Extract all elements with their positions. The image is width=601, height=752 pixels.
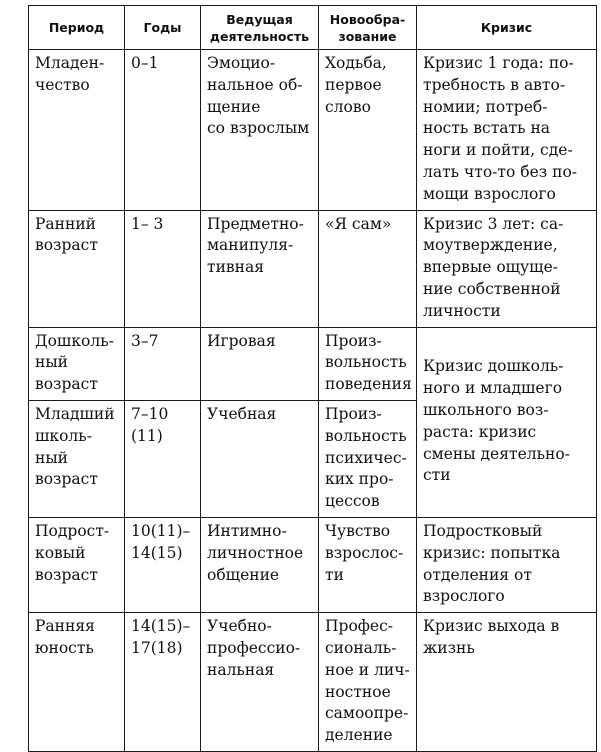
cell-period: Подрост- ковый возраст — [29, 517, 125, 612]
cell-formation: Чувство взрослос- ти — [319, 517, 417, 612]
cell-crisis: Кризис 1 года: по- требность в авто- номии; потреб- ность встать на ноги и пойти, сде- лать что-то без по- мощи взрослого — [417, 50, 597, 211]
cell-period: Младший школь- ный возраст — [29, 400, 125, 517]
table-row — [29, 613, 597, 752]
header-years: Годы — [125, 6, 201, 50]
cell-period: Ранняя юность — [29, 613, 125, 752]
table-row — [29, 517, 597, 612]
cell-years: 14(15)– 17(18) — [125, 613, 201, 752]
cell-crisis: Кризис 3 лет: са- моутверждение, впервые ощуще- ние собственной личности — [417, 210, 597, 327]
cell-formation: Произ- вольность психичес- ких про- цессов — [319, 400, 417, 517]
table-row — [29, 210, 597, 327]
cell-formation: Произ- вольность поведения — [319, 327, 417, 400]
cell-crisis-merged: Кризис дошколь- ного и младшего школьного воз- раста: кризис смены деятельно- сти — [417, 327, 597, 517]
cell-activity: Игровая — [201, 327, 319, 400]
table-row — [29, 327, 597, 400]
header-period: Период — [29, 6, 125, 50]
header-crisis: Кризис — [417, 6, 597, 50]
cell-years: 1– 3 — [125, 210, 201, 327]
header-row — [29, 6, 597, 50]
cell-activity: Учебно- профессио- нальная — [201, 613, 319, 752]
cell-crisis: Подростковый кризис: попытка отделения от взрослого — [417, 517, 597, 612]
age-periods-table — [28, 5, 597, 752]
header-activity: Ведущая деятельность — [201, 6, 319, 50]
cell-years: 7–10 (11) — [125, 400, 201, 517]
cell-activity: Предметно- манипуля- тивная — [201, 210, 319, 327]
table-row — [29, 50, 597, 211]
cell-years: 0–1 — [125, 50, 201, 211]
cell-activity: Эмоцио- нальное об- щение со взрослым — [201, 50, 319, 211]
cell-period: Дошколь- ный возраст — [29, 327, 125, 400]
cell-activity: Учебная — [201, 400, 319, 517]
cell-years: 10(11)– 14(15) — [125, 517, 201, 612]
cell-formation: Профес- сиональ- ное и лич- ностное самоопре- деление — [319, 613, 417, 752]
cell-formation: Ходьба, первое слово — [319, 50, 417, 211]
cell-formation: «Я сам» — [319, 210, 417, 327]
cell-years: 3–7 — [125, 327, 201, 400]
cell-period: Младен- чество — [29, 50, 125, 211]
cell-activity: Интимно- личностное общение — [201, 517, 319, 612]
cell-period: Ранний возраст — [29, 210, 125, 327]
cell-crisis: Кризис выхода в жизнь — [417, 613, 597, 752]
header-formation: Новообра- зование — [319, 6, 417, 50]
